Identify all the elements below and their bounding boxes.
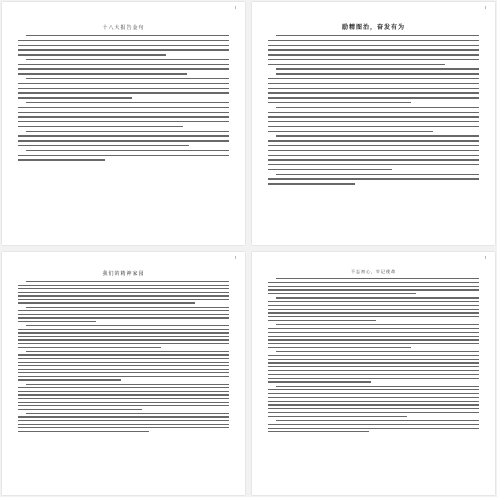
text-line	[276, 278, 479, 279]
text-line	[18, 405, 229, 406]
text-line	[268, 102, 411, 103]
text-line	[18, 420, 229, 421]
text-line	[268, 155, 479, 156]
text-line	[18, 126, 183, 127]
text-line	[276, 35, 479, 36]
text-line	[18, 88, 229, 89]
text-line	[18, 424, 229, 425]
text-paragraph	[268, 174, 479, 185]
text-line	[26, 384, 229, 385]
text-line	[268, 97, 479, 98]
text-line	[268, 428, 479, 429]
text-line	[268, 183, 355, 184]
text-line	[276, 351, 479, 352]
text-line	[18, 394, 229, 395]
text-line	[26, 131, 229, 132]
text-line	[18, 314, 229, 315]
text-line	[268, 320, 376, 321]
text-paragraph	[268, 351, 479, 382]
text-line	[268, 178, 479, 179]
text-line	[268, 316, 479, 317]
text-line	[18, 369, 229, 370]
text-line	[268, 332, 479, 333]
page-corner-mark	[235, 256, 239, 259]
text-line	[268, 370, 479, 371]
text-line	[268, 347, 411, 348]
text-paragraph	[18, 35, 229, 56]
text-line	[268, 54, 479, 55]
text-line	[18, 321, 96, 322]
text-paragraph	[268, 324, 479, 348]
text-line	[268, 362, 479, 363]
text-line	[18, 299, 229, 300]
text-line	[18, 376, 229, 377]
text-line	[276, 386, 479, 387]
text-line	[18, 68, 229, 69]
text-line	[268, 416, 407, 417]
text-line	[18, 295, 229, 296]
text-line	[18, 427, 229, 428]
text-line	[268, 397, 479, 398]
text-paragraph	[18, 384, 229, 410]
document-page-3	[2, 252, 245, 495]
text-line	[268, 305, 479, 306]
document-page-2	[252, 2, 495, 245]
text-line	[18, 145, 189, 146]
text-line	[268, 424, 479, 425]
text-line	[268, 45, 479, 46]
text-line	[18, 409, 142, 410]
text-line	[268, 116, 479, 117]
text-line	[18, 372, 229, 373]
text-paragraph	[18, 281, 229, 304]
text-line	[276, 420, 479, 421]
text-line	[268, 339, 479, 340]
text-line	[268, 88, 479, 89]
page-title: 励精图治，奋发有为	[341, 24, 405, 31]
text-line	[18, 329, 229, 330]
page-corner-mark	[485, 256, 489, 259]
text-line	[268, 145, 479, 146]
text-line	[18, 292, 229, 293]
text-paragraph	[18, 78, 229, 99]
text-line	[276, 68, 479, 69]
text-line	[276, 135, 479, 136]
page-body	[2, 281, 245, 432]
text-paragraph	[18, 351, 229, 381]
text-line	[18, 402, 229, 403]
document-page-4	[252, 252, 495, 495]
text-line	[268, 431, 369, 432]
text-line	[18, 140, 229, 141]
text-paragraph	[18, 150, 229, 161]
text-line	[26, 307, 229, 308]
text-line	[268, 64, 445, 65]
text-line	[268, 169, 392, 170]
text-line	[18, 379, 121, 380]
text-line	[268, 126, 479, 127]
text-line	[268, 164, 479, 165]
text-line	[26, 78, 229, 79]
text-line	[268, 112, 479, 113]
page-title: 十八大报告金句	[102, 25, 145, 31]
text-line	[276, 73, 479, 74]
text-line	[18, 92, 229, 93]
text-line	[268, 301, 479, 302]
text-line	[268, 121, 479, 122]
text-line	[268, 412, 479, 413]
text-line	[18, 431, 149, 432]
text-paragraph	[18, 131, 229, 147]
text-line	[18, 391, 229, 392]
text-line	[18, 116, 229, 117]
text-line	[18, 159, 105, 160]
text-line	[268, 404, 479, 405]
text-paragraph	[268, 73, 479, 103]
page-body	[252, 35, 495, 185]
text-line	[268, 293, 416, 294]
text-line	[18, 49, 229, 50]
text-line	[18, 347, 161, 348]
text-line	[268, 159, 479, 160]
text-line	[268, 381, 371, 382]
text-line	[26, 413, 229, 414]
document-page-1	[2, 2, 245, 245]
text-line	[26, 59, 229, 60]
text-line	[268, 83, 479, 84]
text-line	[268, 289, 479, 290]
text-line	[268, 131, 433, 132]
text-line	[268, 59, 479, 60]
text-line	[18, 362, 229, 363]
text-paragraph	[268, 297, 479, 321]
text-line	[18, 387, 229, 388]
text-line	[18, 332, 229, 333]
text-line	[276, 107, 479, 108]
text-line	[18, 343, 229, 344]
text-line	[18, 365, 229, 366]
page-corner-mark	[485, 6, 489, 9]
text-line	[268, 355, 479, 356]
text-line	[18, 288, 229, 289]
text-line	[18, 285, 229, 286]
text-line	[18, 97, 132, 98]
page-title: 不忘初心，牢记使命	[351, 269, 396, 274]
text-line	[18, 155, 229, 156]
text-line	[268, 336, 479, 337]
text-line	[268, 378, 479, 379]
text-line	[18, 112, 229, 113]
text-paragraph	[18, 102, 229, 127]
text-paragraph	[18, 307, 229, 323]
text-paragraph	[268, 68, 479, 69]
page-body	[252, 278, 495, 432]
text-line	[276, 297, 479, 298]
text-line	[276, 324, 479, 325]
text-line	[18, 317, 229, 318]
text-line	[268, 343, 479, 344]
text-paragraph	[268, 386, 479, 417]
page-body	[2, 35, 245, 161]
text-line	[26, 351, 229, 352]
text-line	[18, 121, 229, 122]
text-line	[18, 135, 229, 136]
text-paragraph	[268, 107, 479, 132]
text-line	[18, 83, 229, 84]
text-paragraph	[268, 420, 479, 433]
text-paragraph	[18, 325, 229, 348]
text-paragraph	[268, 135, 479, 170]
text-line	[18, 45, 229, 46]
text-line	[268, 309, 479, 310]
text-paragraph	[18, 413, 229, 432]
text-line	[18, 336, 229, 337]
text-line	[18, 64, 229, 65]
text-line	[268, 49, 479, 50]
text-line	[18, 339, 229, 340]
page-corner-mark	[235, 6, 239, 9]
text-paragraph	[18, 59, 229, 75]
text-line	[18, 40, 229, 41]
text-line	[26, 102, 229, 103]
text-line	[18, 416, 229, 417]
text-line	[268, 389, 479, 390]
text-line	[268, 408, 479, 409]
text-line	[26, 150, 229, 151]
text-paragraph	[268, 35, 479, 65]
text-paragraph	[268, 278, 479, 294]
text-line	[18, 73, 187, 74]
text-line	[268, 40, 479, 41]
text-line	[268, 286, 479, 287]
text-line	[268, 312, 479, 313]
text-line	[268, 366, 479, 367]
text-line	[268, 359, 479, 360]
text-line	[18, 310, 229, 311]
text-line	[18, 398, 229, 399]
text-line	[268, 393, 479, 394]
text-line	[268, 328, 479, 329]
text-line	[18, 302, 195, 303]
text-line	[276, 174, 479, 175]
text-line	[268, 78, 479, 79]
text-line	[26, 281, 229, 282]
text-line	[18, 358, 229, 359]
text-line	[268, 140, 479, 141]
text-line	[268, 401, 479, 402]
text-line	[18, 54, 166, 55]
text-line	[18, 354, 229, 355]
text-line	[268, 92, 479, 93]
page-title: 我们的精神家园	[102, 271, 145, 277]
text-line	[26, 325, 229, 326]
text-line	[268, 374, 479, 375]
text-line	[268, 150, 479, 151]
text-line	[26, 35, 229, 36]
text-line	[268, 282, 479, 283]
text-line	[18, 107, 229, 108]
